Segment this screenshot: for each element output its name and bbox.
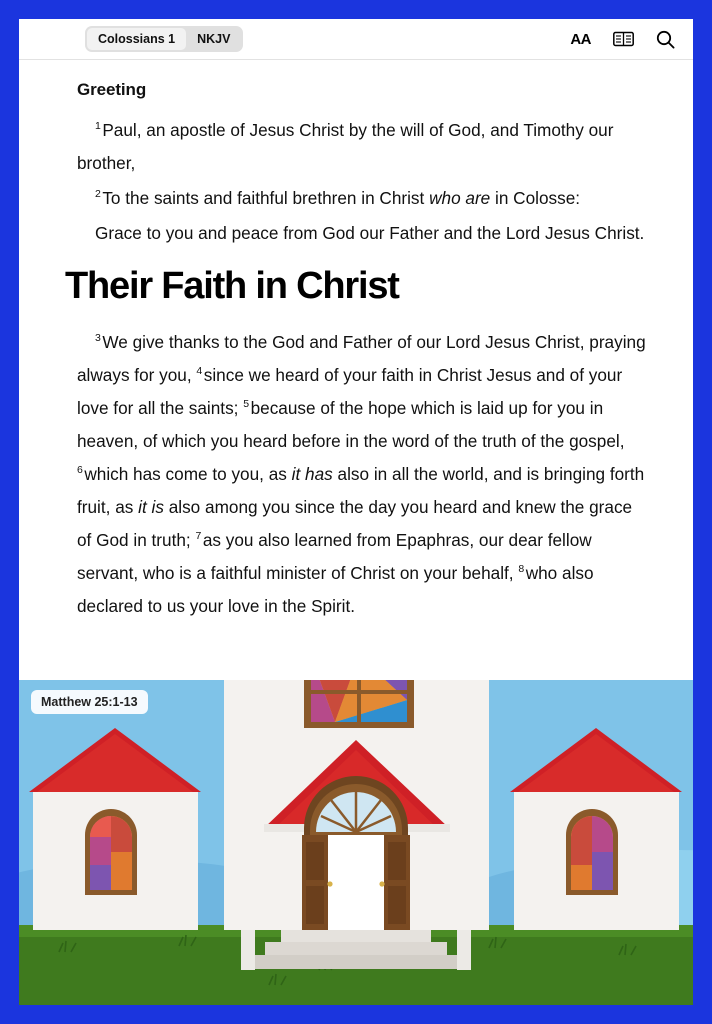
- text-size-label: AA: [570, 30, 591, 48]
- section-title: Greeting: [77, 80, 147, 99]
- reference-selector[interactable]: [85, 26, 243, 52]
- verse-2: [77, 182, 647, 215]
- app-window: [19, 19, 693, 1005]
- verse-5-text: because of the hope which is laid up for you in heaven, of which you heard before in the word of the truth of the gospel,: [77, 397, 625, 451]
- scripture-content: [19, 60, 693, 699]
- verse-number-8: 8: [518, 563, 525, 576]
- verse-block-3-8: [77, 326, 647, 623]
- toolbar: [19, 19, 693, 60]
- verse-4-text: since we heard of your faith in Christ Jesus and of your love for all the saints;: [77, 364, 623, 418]
- verse-3-text: We give thanks to the God and Father of our Lord Jesus Christ, praying always for you,: [77, 331, 646, 385]
- verse-2-line-2: Grace to you and peace from God our Father and the Lord Jesus Christ.: [95, 223, 645, 243]
- reference-pill-book-chapter[interactable]: Colossians 1: [87, 28, 186, 50]
- verse-6-text-c: also among you since the day you heard and knew the grace of God in truth;: [77, 496, 633, 550]
- verse-1-text: Paul, an apostle of Jesus Christ by the will of God, and Timothy our brother,: [77, 120, 614, 173]
- verse-6-text-a: which has come to you, as: [84, 463, 287, 484]
- church-building-illustration[interactable]: [19, 680, 693, 1005]
- verse-6-text-b: also in all the world, and is bringing forth fruit, as: [77, 463, 645, 517]
- image-caption: Matthew 25:1-13: [31, 690, 148, 714]
- reader-view-icon[interactable]: [613, 31, 634, 47]
- verse-number-2: 2: [95, 188, 101, 201]
- verse-number-4: 4: [196, 365, 203, 378]
- search-icon[interactable]: [656, 30, 675, 49]
- verse-2-text: To the saints and faithful brethren in Christ: [102, 188, 425, 208]
- verse-number-7: 7: [195, 530, 202, 543]
- verse-number-3: 3: [95, 332, 101, 345]
- verse-7-text: as you also learned from Epaphras, our dear fellow servant, who is a faithful minister of Christ on your behalf,: [77, 529, 592, 583]
- verse-6-italic-1: it has: [291, 463, 333, 484]
- text-size-icon[interactable]: [570, 31, 591, 48]
- verse-number-6: 6: [77, 464, 83, 477]
- verse-number-1: 1: [95, 120, 101, 133]
- verse-number-5: 5: [243, 398, 250, 411]
- verse-2-tail: in Colosse:: [495, 188, 581, 208]
- verse-2-italic: who are: [429, 188, 491, 208]
- verse-6-italic-2: it is: [138, 496, 164, 517]
- verse-8-text: who also declared to us your love in the Spirit.: [77, 562, 594, 616]
- verse-1: [77, 114, 647, 180]
- page-title: Their Faith in Christ: [65, 265, 399, 307]
- reference-pill-version[interactable]: NKJV: [186, 28, 241, 50]
